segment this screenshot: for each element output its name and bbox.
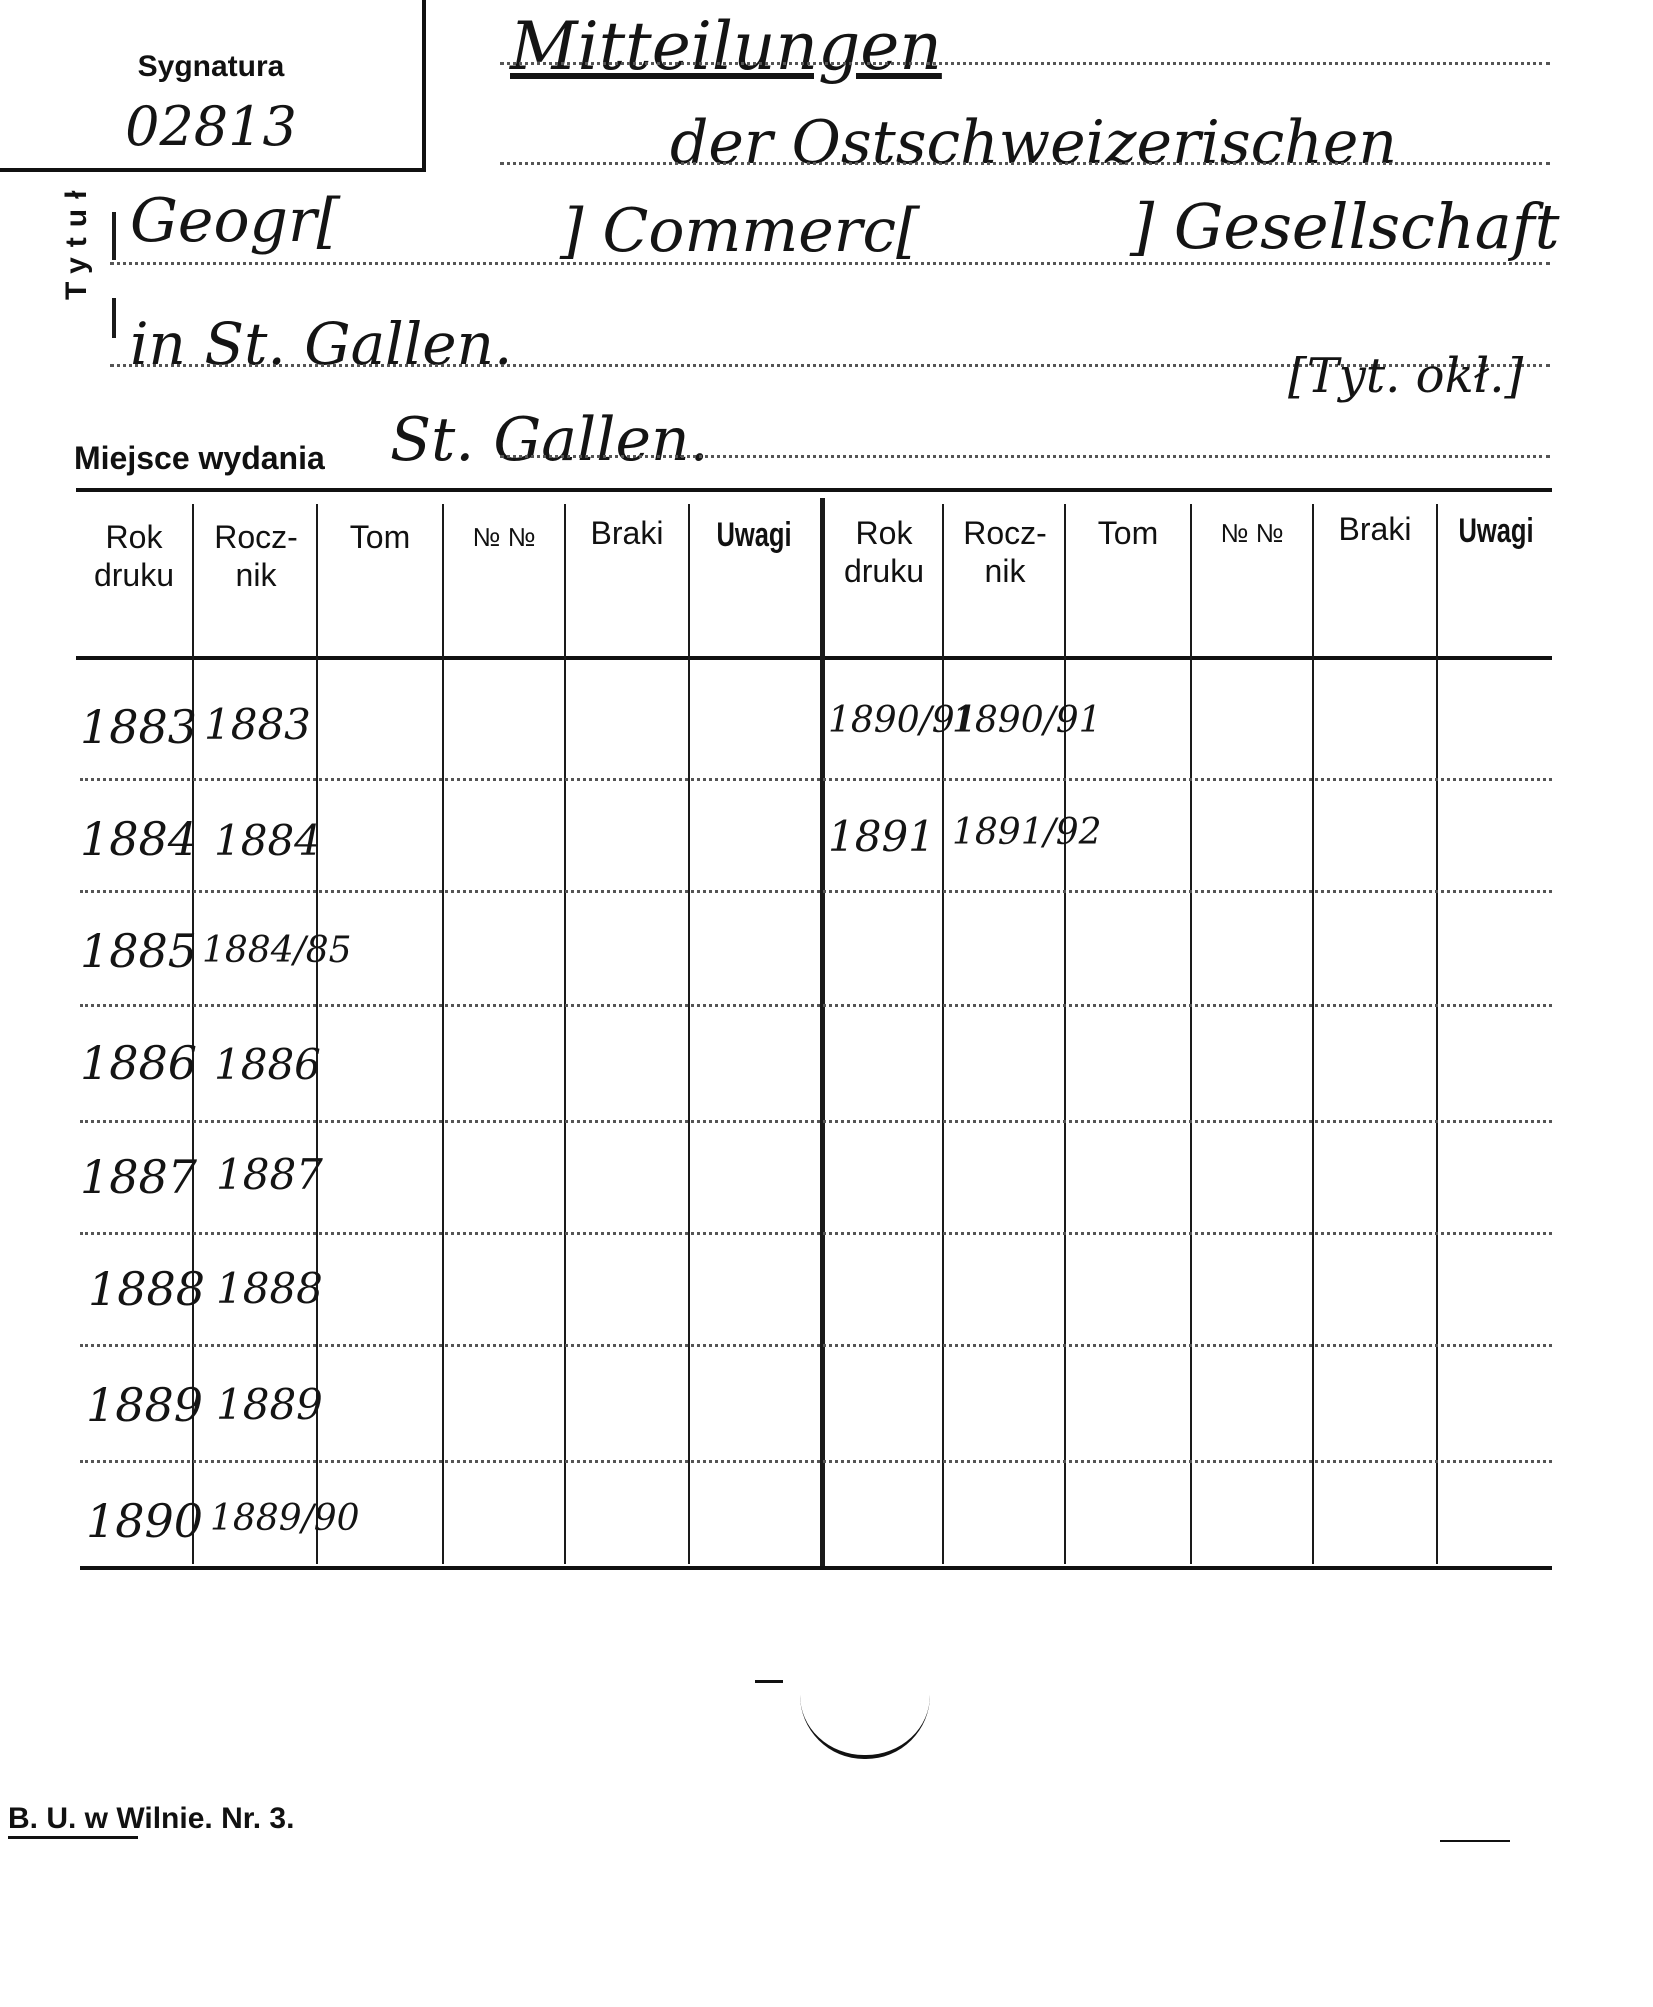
table-cell-rok: 1888 [88,1262,206,1316]
title-line-3-part-2: ] Commerc[ [560,196,920,266]
signature-label: Sygnatura [137,50,285,83]
row-separator [80,778,1552,781]
column-divider [1312,504,1314,1564]
decorative-mark [800,1695,930,1759]
header-braki: Braki [1338,511,1412,547]
column-divider [564,504,566,1564]
title-side-label: Tytuł [60,180,93,300]
table-cell-rok: 1890/91 [828,700,978,741]
row-separator [80,1460,1552,1463]
footer-underline [8,1836,138,1839]
title-line-3-part-1: Geogr[ [130,186,341,256]
header-uwagi: Uwagi [1458,512,1534,550]
table-cell-rocznik: 1884 [214,816,321,865]
table-cell-rocznik: 1884/85 [202,930,352,971]
table-cell-rok: 1886 [80,1036,198,1090]
column-divider [942,504,944,1564]
footer-imprint: B. U. w Wilnie. Nr. 3. [8,1802,295,1835]
header-tom: Tom [349,519,411,555]
title-line-3-part-3: ] Gesellschaft [1130,190,1560,263]
header-numery: № № [1220,518,1284,548]
header-rok-druku: Rok druku [843,515,925,589]
row-separator [80,1004,1552,1007]
bracket-mark [112,298,116,338]
row-separator [80,1120,1552,1123]
table-cell-rocznik: 1886 [214,1040,321,1089]
table-cell-rocznik: 1883 [204,700,311,749]
column-divider [1064,504,1066,1564]
decorative-mark [755,1680,783,1683]
dotted-rule [500,455,1550,458]
bracket-mark [112,212,116,260]
dotted-rule [110,262,1550,265]
table-cell-rocznik: 1891/92 [952,812,1102,853]
row-separator [80,1344,1552,1347]
table-cell-rok: 1889 [86,1378,204,1432]
place-value: St. Gallen. [390,405,709,475]
column-divider [1436,504,1438,1564]
title-line-1: Mitteilungen [510,8,942,85]
column-divider [688,504,690,1564]
header-uwagi: Uwagi [716,516,792,554]
dotted-rule [500,62,1550,65]
table-cell-rok: 1890 [86,1494,204,1548]
title-line-4: in St. Gallen. [130,310,513,378]
table-bottom-rule [80,1566,1552,1570]
table-cell-rocznik: 1888 [216,1264,323,1313]
column-divider [442,504,444,1564]
place-label: Miejsce wydania [74,440,325,476]
dotted-rule [500,162,1550,165]
header-braki: Braki [590,515,664,551]
header-numery: № № [472,522,536,552]
row-separator [80,1232,1552,1235]
header-rok-druku: Rok druku [93,519,175,593]
header-tom: Tom [1097,515,1159,551]
signature-value: 02813 [125,95,297,158]
table-top-rule [76,488,1552,492]
header-rocznik: Rocz- nik [963,515,1047,589]
title-line-2: der Ostschweizerischen [670,108,1398,178]
title-note: [Tyt. okł.] [1288,348,1524,404]
table-cell-rok: 1885 [80,924,198,978]
table-cell-rok: 1887 [80,1150,198,1204]
table-cell-rocznik: 1890/91 [952,700,1102,741]
table-cell-rok: 1884 [80,812,198,866]
table-header-rule [76,656,1552,660]
table-center-divider [820,498,825,1566]
table-cell-rok: 1883 [80,700,198,754]
table-cell-rocznik: 1889/90 [210,1498,360,1539]
table-cell-rok: 1891 [828,812,935,861]
table-cell-rocznik: 1889 [216,1380,323,1429]
table-cell-rocznik: 1887 [216,1150,323,1199]
header-rocznik: Rocz- nik [214,519,298,593]
decorative-mark [1440,1840,1510,1842]
row-separator [80,890,1552,893]
column-divider [1190,504,1192,1564]
